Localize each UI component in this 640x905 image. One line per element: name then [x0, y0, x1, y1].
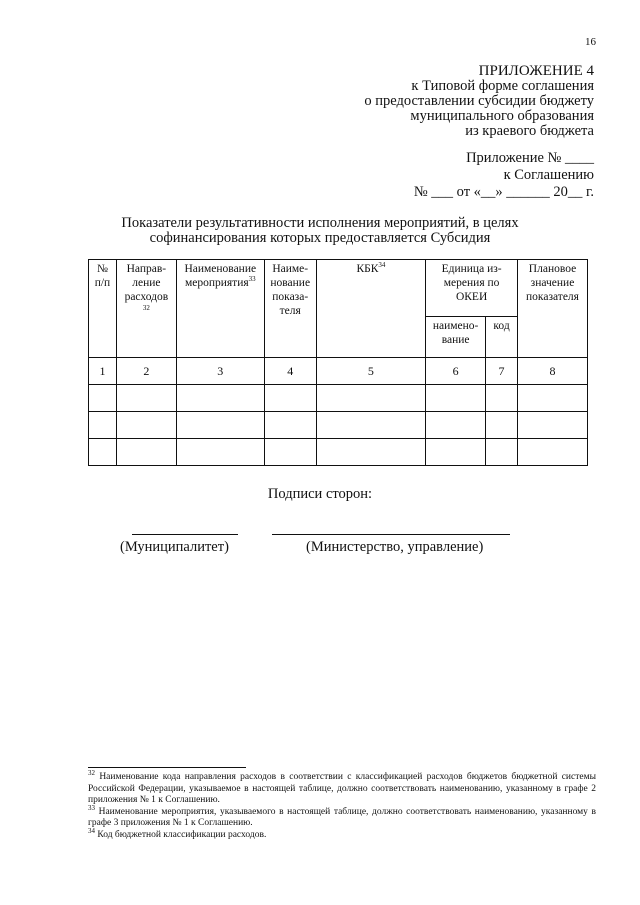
table-cell: [426, 412, 486, 439]
party-ministry: (Министерство, управление): [306, 539, 484, 555]
table-row: [89, 385, 588, 412]
appendix-line: к Типовой форме соглашения: [411, 78, 594, 94]
header-text: Направ-ление расходов: [124, 263, 169, 303]
table-cell: [486, 385, 518, 412]
header-cell-unit: Единица из-мерения по ОКЕИ: [426, 260, 518, 317]
header-cell-kbk: [316, 260, 425, 358]
column-number: 7: [486, 358, 518, 385]
title-line: Показатели результативности исполнения мероприятий, в целях: [121, 215, 519, 231]
appendix-line: муниципального образования: [410, 108, 594, 124]
table-cell: [518, 412, 588, 439]
appendix-line: о предоставлении субсидии бюджету: [364, 93, 594, 109]
footnote-33: [88, 803, 596, 830]
table-cell: [518, 439, 588, 466]
footnote-text: Наименование кода направления расходов в соответствии с классификацией расходов бюджетов бюджетной системы Российской Федерации, указываемое в настоящей таблице, должно соответствовать наименованию, указанному в графе 2 приложения № 1 к Соглашению.: [88, 772, 596, 805]
header-text: КБК: [356, 263, 379, 275]
column-number: 6: [426, 358, 486, 385]
table-cell: [518, 385, 588, 412]
table-cell: [116, 412, 176, 439]
header-cell-direction: [116, 260, 176, 358]
signature-line-municipality: [132, 534, 238, 535]
footnotes: [88, 768, 596, 841]
table-row: [89, 412, 588, 439]
annex-line: № ___ от «__» ______ 20__ г.: [413, 184, 594, 200]
table-cell: [176, 385, 264, 412]
indicators-table: [88, 259, 588, 466]
column-number: 5: [316, 358, 425, 385]
table-cell: [426, 439, 486, 466]
appendix-header: [364, 64, 594, 139]
table-numbering-row: [89, 358, 588, 385]
table-cell: [116, 385, 176, 412]
table-cell: [486, 439, 518, 466]
footnote-mark: 33: [88, 803, 95, 812]
appendix-line: из краевого бюджета: [465, 123, 594, 139]
footnote-separator: [88, 767, 246, 768]
footnote-ref: 32: [142, 304, 150, 312]
footnote-32: [88, 768, 596, 807]
table-cell: [426, 385, 486, 412]
header-cell-planned-value: Плановое значение показателя: [518, 260, 588, 358]
header-cell-measure-name: [176, 260, 264, 358]
table-cell: [486, 412, 518, 439]
footnote-text: Наименование мероприятия, указываемого в настоящей таблице, должно соответствовать наименованию, указанному в графе 3 приложения № 1 к Соглашению.: [88, 806, 596, 828]
footnote-text: Код бюджетной классификации расходов.: [97, 829, 267, 840]
table-cell: [264, 385, 316, 412]
footnote-ref: 34: [378, 261, 386, 270]
party-municipality: (Муниципалитет): [120, 539, 229, 555]
annex-line: к Соглашению: [503, 167, 594, 183]
table-cell: [316, 412, 425, 439]
table-cell: [89, 412, 117, 439]
signature-line-ministry: [272, 534, 510, 535]
table-cell: [316, 439, 425, 466]
column-number: 2: [116, 358, 176, 385]
title-line: софинансирования которых предоставляется Субсидия: [149, 230, 491, 246]
column-number: 8: [518, 358, 588, 385]
table-cell: [264, 439, 316, 466]
appendix-title: ПРИЛОЖЕНИЕ 4: [478, 63, 594, 79]
column-number: 3: [176, 358, 264, 385]
header-cell-indicator-name: Наиме-нование показа-теля: [264, 260, 316, 358]
footnote-mark: 32: [88, 768, 95, 777]
table-cell: [176, 439, 264, 466]
document-title: [0, 216, 640, 246]
signatures-title: Подписи сторон:: [267, 486, 373, 502]
table-header-row: [89, 260, 588, 317]
footnote-34: [88, 826, 596, 842]
page-number: 16: [585, 36, 596, 48]
table-cell: [176, 412, 264, 439]
agreement-annex-header: [414, 150, 594, 201]
table-cell: [89, 439, 117, 466]
annex-line: Приложение № ____: [466, 150, 594, 166]
header-cell-unit-name: наимено-вание: [426, 317, 486, 358]
header-cell-index: № п/п: [89, 260, 117, 358]
header-text: Наименование мероприятия: [184, 263, 257, 289]
table-row: [89, 439, 588, 466]
header-cell-unit-code: код: [486, 317, 518, 358]
table-cell: [89, 385, 117, 412]
table-cell: [264, 412, 316, 439]
footnote-ref: 33: [248, 275, 256, 284]
table-cell: [116, 439, 176, 466]
table-cell: [316, 385, 425, 412]
column-number: 1: [89, 358, 117, 385]
footnote-mark: 34: [88, 826, 95, 835]
column-number: 4: [264, 358, 316, 385]
